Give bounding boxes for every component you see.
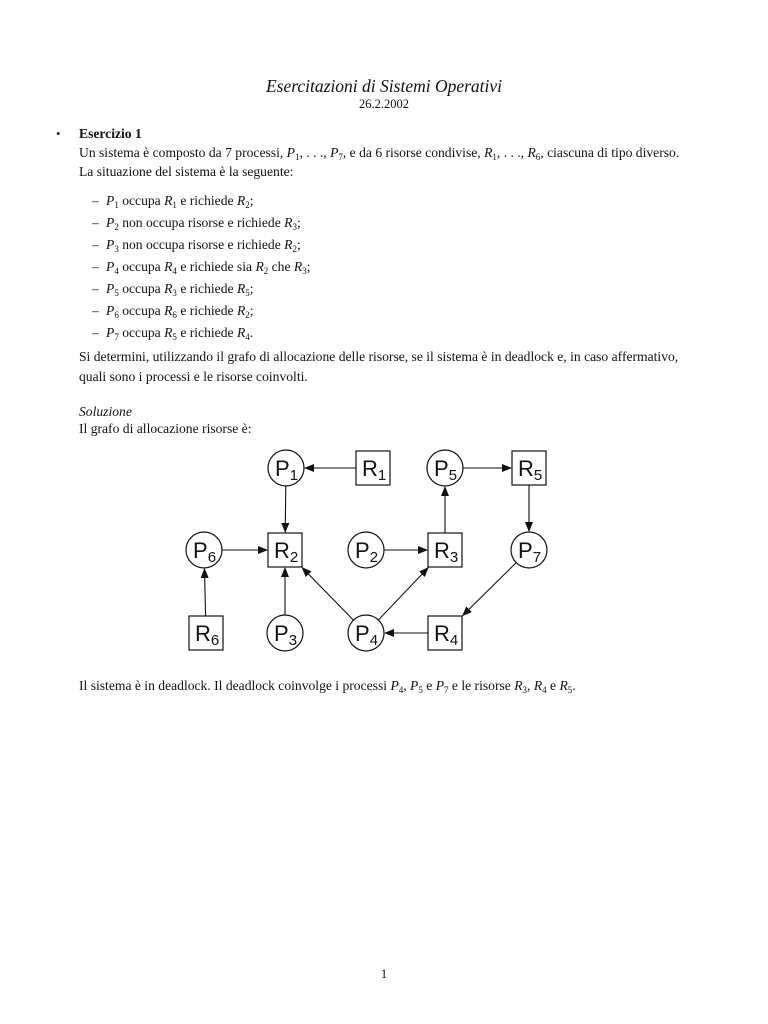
svg-text:R1: R1 [362, 456, 387, 484]
intro-line-1: Un sistema è composto da 7 processi, $P_1$, . . ., $P_7$, e da 6 risorse condivise, $R_1$, . . ., $R_6$, ciascuna di tipo diverso. [79, 145, 680, 162]
node-R6 [189, 616, 223, 650]
situation-item: – $P_1$ occupa $R_1$ e richiede $R_2$; [92, 193, 254, 210]
svg-text:R6: R6 [195, 621, 220, 649]
edge-P1-R2 [285, 486, 286, 532]
node-P6 [186, 532, 222, 568]
edge-P4-R3 [378, 568, 428, 620]
node-P1 [268, 450, 304, 486]
situation-item: – $P_6$ occupa $R_6$ e richiede $R_2$; [92, 303, 254, 320]
svg-text:R2: R2 [274, 538, 299, 566]
question-line-2: quali sono i processi e le risorse coinvolti. [79, 369, 308, 384]
svg-text:P7: P7 [518, 538, 542, 566]
svg-text:P6: P6 [193, 538, 217, 566]
node-R2 [268, 533, 302, 567]
edge-P7-R4 [463, 563, 516, 616]
node-R4 [428, 616, 462, 650]
svg-text:P3: P3 [274, 621, 298, 649]
page-date: 26.2.2002 [359, 97, 409, 111]
svg-text:P4: P4 [355, 621, 379, 649]
svg-text:R5: R5 [518, 456, 543, 484]
node-P5 [427, 450, 463, 486]
svg-text:R4: R4 [434, 621, 459, 649]
edge-P4-R2 [302, 568, 353, 620]
solution-intro: Il grafo di allocazione risorse è: [79, 421, 252, 436]
node-P3 [267, 615, 303, 651]
node-P7 [511, 532, 547, 568]
bullet: • [56, 126, 61, 141]
svg-text:R3: R3 [434, 538, 459, 566]
situation-item: – $P_2$ non occupa risorse e richiede $R_3$; [92, 215, 301, 232]
exercise-heading: Esercizio 1 [79, 126, 142, 141]
situation-item: – $P_7$ occupa $R_5$ e richiede $R_4$. [92, 325, 254, 342]
solution-heading: Soluzione [79, 404, 132, 419]
node-P2 [348, 532, 384, 568]
node-R5 [512, 451, 546, 485]
node-R1 [356, 451, 390, 485]
situation-item: – $P_5$ occupa $R_3$ e richiede $R_5$; [92, 281, 254, 298]
node-R3 [428, 533, 462, 567]
situation-item: – $P_4$ occupa $R_4$ e richiede sia $R_2$ che $R_3$; [92, 259, 311, 276]
situation-item: – $P_3$ non occupa risorse e richiede $R_2$; [92, 237, 301, 254]
svg-text:P1: P1 [275, 456, 299, 484]
node-P4 [348, 615, 384, 651]
svg-text:P5: P5 [434, 456, 458, 484]
question-line-1: Si determini, utilizzando il grafo di allocazione delle risorse, se il sistema è in deadlock e, in caso affermativo, [79, 349, 679, 364]
page-title: Esercitazioni di Sistemi Operativi [265, 76, 503, 96]
edge-R6-P6 [204, 569, 205, 616]
solution-conclusion: Il sistema è in deadlock. Il deadlock coinvolge i processi $P_4$, $P_5$ e $P_7$ e le risorse $R_3$, $R_4$ e $R_5$. [79, 678, 576, 695]
page-number: 1 [380, 966, 388, 981]
intro-line-2: La situazione del sistema è la seguente: [79, 164, 294, 179]
svg-text:P2: P2 [355, 538, 379, 566]
